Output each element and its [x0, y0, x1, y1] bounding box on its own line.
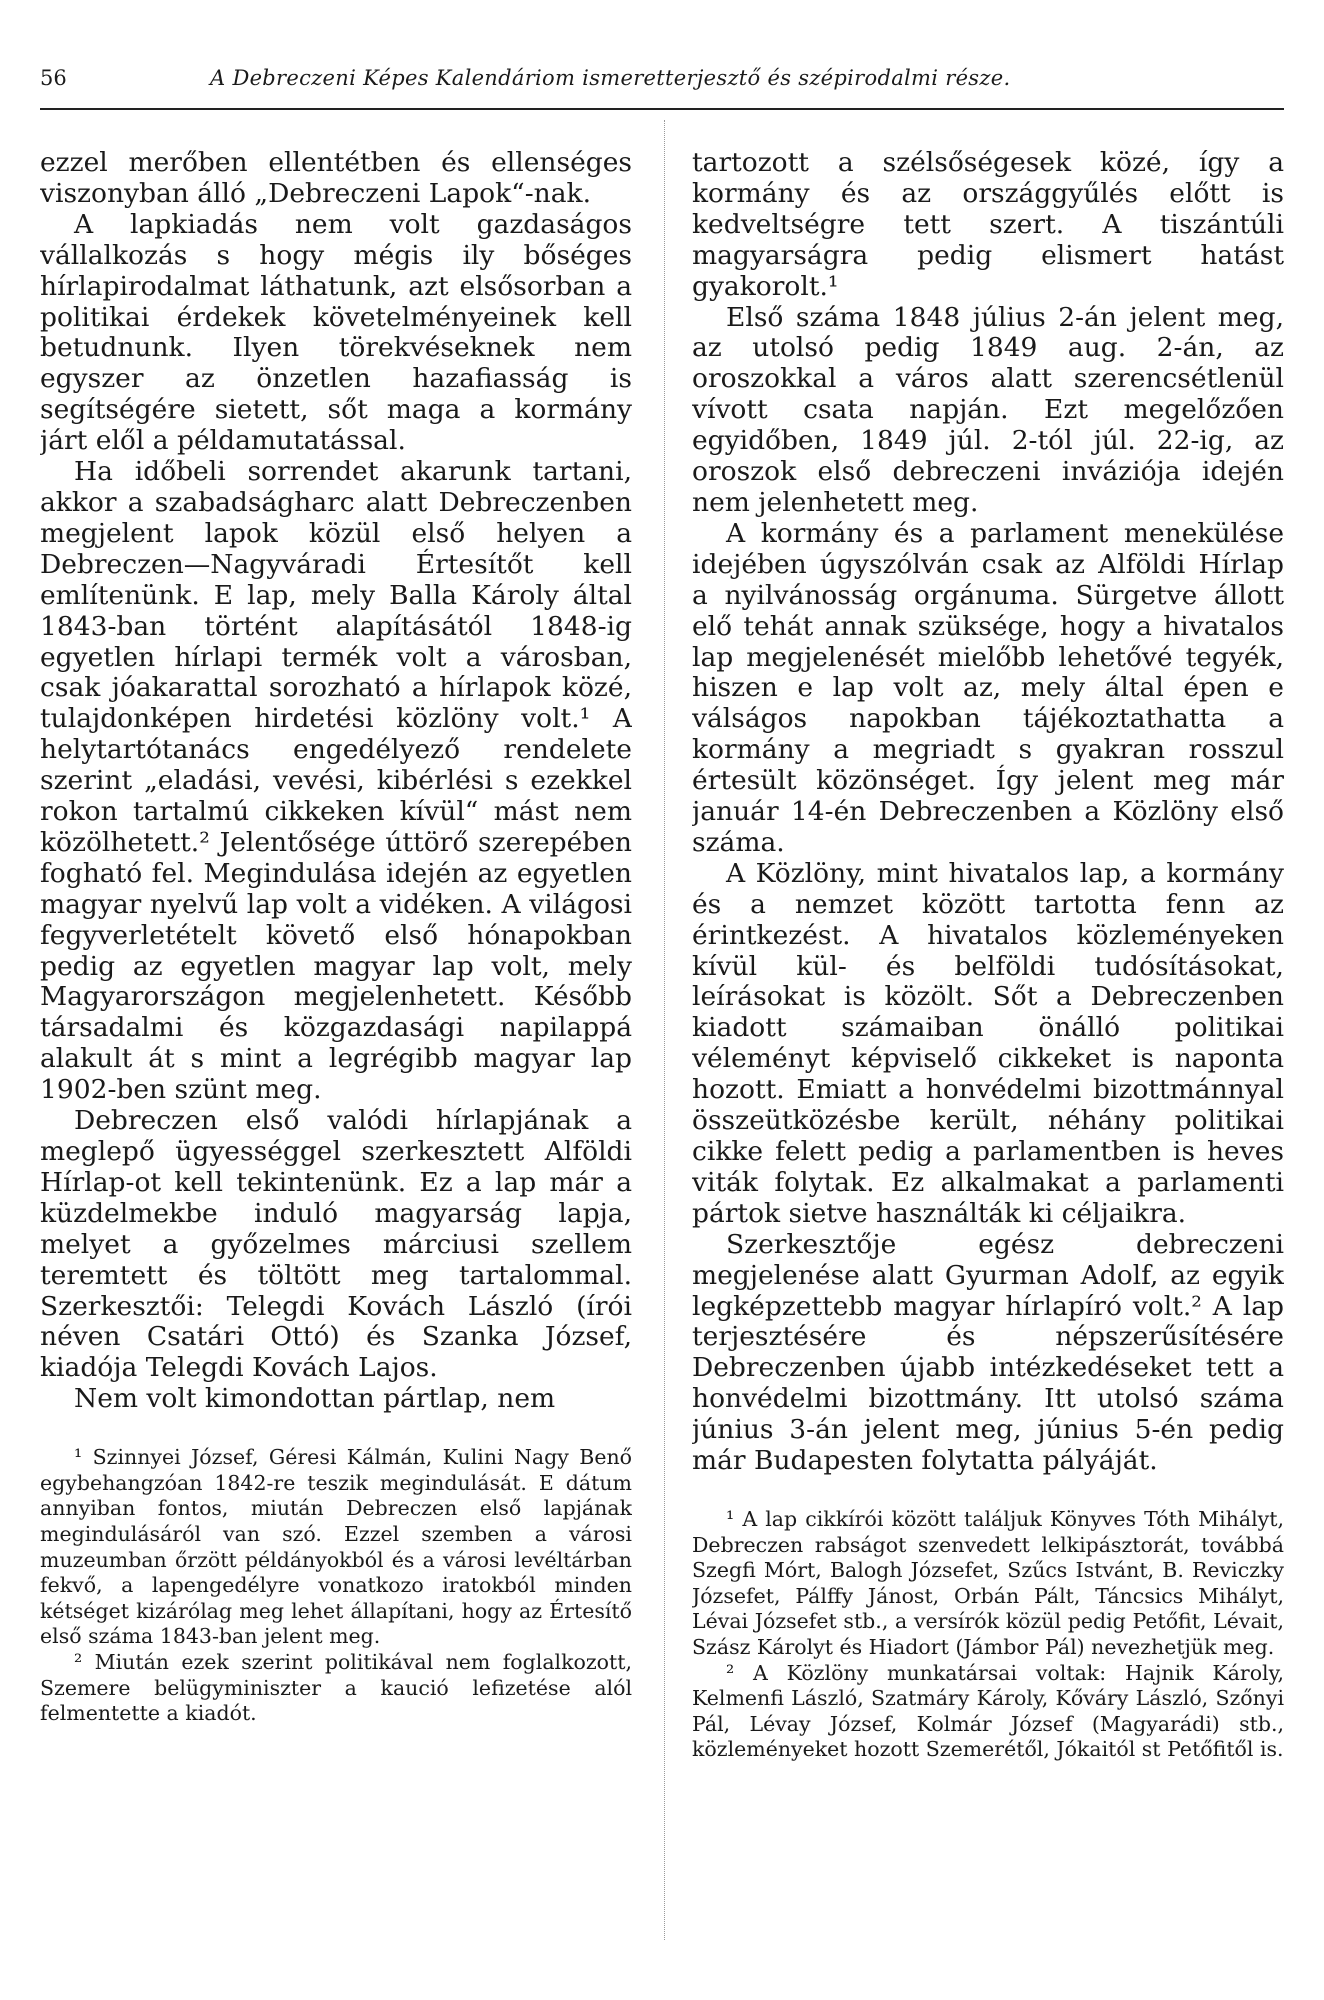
paragraph: A lapkiadás nem volt gazdaságos vállalkozás s hogy mégis ily bőséges hírlapirodalmat láthatunk, azt elsősorban a politikai érdekek követelményeinek kell betudnunk. Ilyen törekvéseknek nem egyszer az önzetlen hazafiasság is segítségére sietett, sőt maga a kormány járt elől a példamutatással.	[40, 208, 632, 457]
footnote: ¹ A lap cikkírói között találjuk Könyves Tóth Mihályt, Debreczen rabságot szenvedett lelkipásztorát, továbbá Szegfi Mórt, Balogh Józsefet, Szűcs Istvánt, B. Reviczky Józsefet, Pálffy Jánost, Orbán Pált, Táncsics Mihályt, Lévai Józsefet stb., a versírók közül pedig Petőfit, Lévait, Szász Károlyt és Hiadort (Jámbor Pál) nevezhetjük meg.	[692, 1506, 1284, 1659]
footnotes	[40, 1445, 632, 1727]
paragraph: Nem volt kimondottan pártlap, nem	[74, 1383, 556, 1415]
paragraph: Első száma 1848 július 2-án jelent meg, az utolsó pedig 1849 aug. 2-án, az oroszokkal a város alatt szerencsétlenül vívott csata napján. Ezt megelőzően egyidőben, 1849 júl. 2-tól júl. 22-ig, az oroszok első debreczeni inváziója idején nem jelenhetett meg.	[692, 301, 1284, 518]
paragraph: ezzel merőben ellentétben és ellenséges viszonyban álló „Debreczeni Lapok“-nak.	[40, 148, 632, 209]
header-rule	[40, 108, 1284, 110]
paragraph: A kormány és a parlament menekülése idejében úgyszólván csak az Alföldi Hírlap a nyilvánosság orgánuma. Sürgetve állott elő tehát annak szüksége, hogy a hivatalos lap megjelenését mielőbb lehetővé tegyék, hiszen e lap volt az, mely által épen e válságos napokban tájékoztathatta a kormány a megriadt s gyakran rosszul értesült közönséget. Így jelent meg már január 14-én Debreczenben a Közlöny első száma.	[692, 517, 1284, 858]
paragraph: Debreczen első valódi hírlapjának a meglepő ügyességgel szerkesztett Alföldi Hírlap-ot kell tekintenünk. Ez a lap már a küzdelmekbe induló magyarság lapja, melyet a győzelmes márciusi szellem teremtett és töltött meg tartalommal. Szerkesztői: Telegdi Kovách László (írói néven Csatári Ottó) és Szanka József, kiadója Telegdi Kovách Lajos.	[40, 1105, 632, 1384]
paragraph: A Közlöny, mint hivatalos lap, a kormány és a nemzet között tartotta fenn az érintkezést. A hivatalos közleményeken kívül kül- és belföldi tudósításokat, leírásokat is közölt. Sőt a Debreczenben kiadott számaiban önálló politikai véleményt képviselő cikkeket is naponta hozott. Emiatt a honvédelmi bizottmánnyal összeütközésbe került, néhány politikai cikke felett pedig a parlamentben is heves viták folytak. Ez alkalmakat a parlamenti pártok sietve használták ki céljaikra.	[692, 857, 1284, 1229]
paragraph: tartozott a szélsőségesek közé, így a kormány és az országgyűlés előtt is kedveltségre tett szert. A tiszántúli magyarságra pedig elismert hatást gyakorolt.¹	[692, 148, 1284, 302]
paragraph: Szerkesztője egész debreczeni megjelenése alatt Gyurman Adolf, az egyik legképzettebb magyar hírlapíró volt.² A lap terjesztésére és népszerűsítésére Debreczenben újabb intézkedéseket tett a honvédelmi bizottmány. Itt utolsó száma június 3-án jelent meg, június 5-én pedig már Budapesten folytatta pályáját.	[692, 1228, 1284, 1477]
right-column	[692, 148, 1284, 1938]
footnotes	[692, 1507, 1284, 1763]
paragraph: Ha időbeli sorrendet akarunk tartani, akkor a szabadságharc alatt Debreczenben megjelent lapok közül első helyen a Debreczen—Nagyváradi Értesítőt kell említenünk. E lap, mely Balla Károly által 1843-ban történt alapításától 1848-ig egyetlen hírlapi termék volt a városban, csak jóakarattal sorozható a hírlapok közé, tulajdonképen hirdetési közlöny volt.¹ A helytartótanács engedélyező rendelete szerint „eladási, vevési, kibérlési s ezekkel rokon tartalmú cikkeken kívül“ mást nem közölhetett.² Jelentősége úttörő szerepében fogható fel. Megindulása idején az egyetlen magyar nyelvű lap volt a vidéken. A világosi fegyverletételt követő első hónapokban pedig az egyetlen magyar lap volt, mely Magyarországon megjelenhetett. Később társadalmi és közgazdasági napilappá alakult át s mint a legrégibb magyar lap 1902-ben szünt meg.	[40, 456, 632, 1106]
footnote: ² Miután ezek szerint politikával nem foglalkozott, Szemere belügyminiszter a kaució lefizetése alól felmentette a kiadót.	[40, 1649, 632, 1726]
running-title: A Debreczeni Képes Kalendáriom ismeretterjesztő és szépirodalmi része.	[210, 66, 1011, 90]
left-column	[40, 148, 632, 1938]
footnote: ² A Közlöny munkatársai voltak: Hajnik Károly, Kelmenfi László, Szatmáry Károly, Kőváry László, Szőnyi Pál, Lévay József, Kolmár József (Magyarádi) stb., közleményeket hozott Szemerétől, Jókaitól st Petőfitől is.	[692, 1660, 1284, 1762]
page-number: 56	[40, 66, 67, 90]
page-header	[40, 66, 1284, 106]
footnote: ¹ Szinnyei József, Géresi Kálmán, Kulini Nagy Benő egybehangzóan 1842-re teszik megindulását. E dátum annyiban fontos, miután Debreczen első lapjának megindulásáról van szó. Ezzel szemben a városi muzeumban őrzött példányokból és a városi levéltárban fekvő, a lapengedélyre vonatkozo iratokból minden kétséget kizárólag meg lehet állapítani, hogy az Értesítő első száma 1843-ban jelent meg.	[40, 1445, 632, 1649]
column-divider	[664, 120, 665, 1940]
